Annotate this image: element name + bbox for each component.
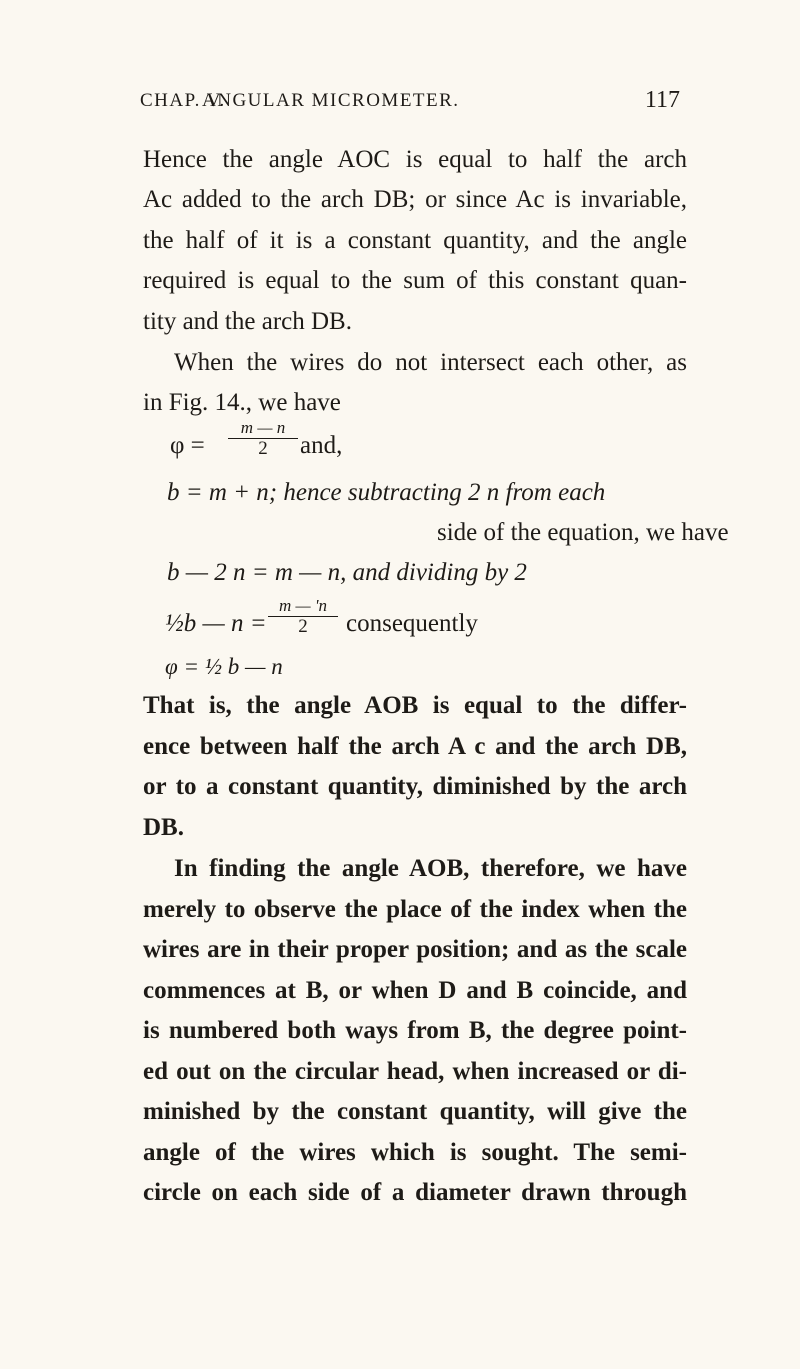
running-header [140, 82, 680, 122]
text-line: In finding the angle AOB, therefore, we have [174, 855, 687, 882]
text-line: merely to observe the place of the index when the [143, 895, 687, 923]
text-line: required is equal to the sum of this constant quan- [143, 267, 687, 294]
paragraph-3 [143, 686, 687, 848]
eq4-fraction [268, 596, 338, 637]
text-line: angle of the wires which is sought. The semi- [143, 1138, 687, 1166]
header-title: ANGULAR MICROMETER. [202, 90, 460, 111]
text-line: tity and the arch DB. [143, 308, 352, 335]
text-line: in Fig. 14., we have [143, 389, 341, 416]
text-line: When the wires do not intersect each other, as [174, 349, 687, 376]
text-line: circle on each side of a diameter drawn through [143, 1179, 687, 1206]
equation-5: φ = ½ b — n [165, 654, 283, 679]
paragraph-4 [143, 849, 687, 1214]
eq1-numerator: m — n [240, 418, 286, 437]
equation-2: b = m + n; hence subtracting 2 n from each [167, 479, 606, 506]
text-line: Ac added to the arch DB; or since Ac is invariable, [143, 186, 687, 213]
eq1-denominator: 2 [228, 438, 298, 459]
eq1-tail: and, [300, 432, 343, 459]
text-line: minished by the constant quantity, will give the [143, 1098, 687, 1125]
eq1-fraction [228, 418, 298, 459]
text-line: is numbered both ways from B, the degree point- [143, 1017, 687, 1044]
text-line: ed out on the circular head, when increased or di- [143, 1057, 687, 1085]
text-line: ence between half the arch A c and the arch DB, [143, 732, 687, 760]
text-line: That is, the angle AOB is equal to the differ- [143, 692, 687, 719]
eq4-numerator: m — 'n [278, 596, 328, 615]
text-line: or to a constant quantity, diminished by the arch [143, 773, 687, 800]
eq4-tail: consequently [346, 610, 478, 637]
text-line: commences at B, or when D and B coincide, and [143, 976, 687, 1004]
text-line: wires are in their proper position; and as the scale [143, 936, 687, 963]
text-line: DB. [143, 813, 184, 841]
eq1-lhs: φ = [170, 432, 205, 459]
eq4-lhs: ½b — n = [165, 610, 267, 637]
text-line: the half of it is a constant quantity, and the angle [143, 227, 687, 254]
equation-3: b — 2 n = m — n, and dividing by 2 [167, 559, 527, 586]
eq4-denominator: 2 [268, 616, 338, 637]
text-line: Hence the angle AOC is equal to half the arch [143, 146, 687, 173]
page-number: 117 [644, 87, 680, 113]
equation-2-continued: side of the equation, we have [437, 519, 729, 546]
chapter-label: CHAP. V. [140, 90, 226, 111]
